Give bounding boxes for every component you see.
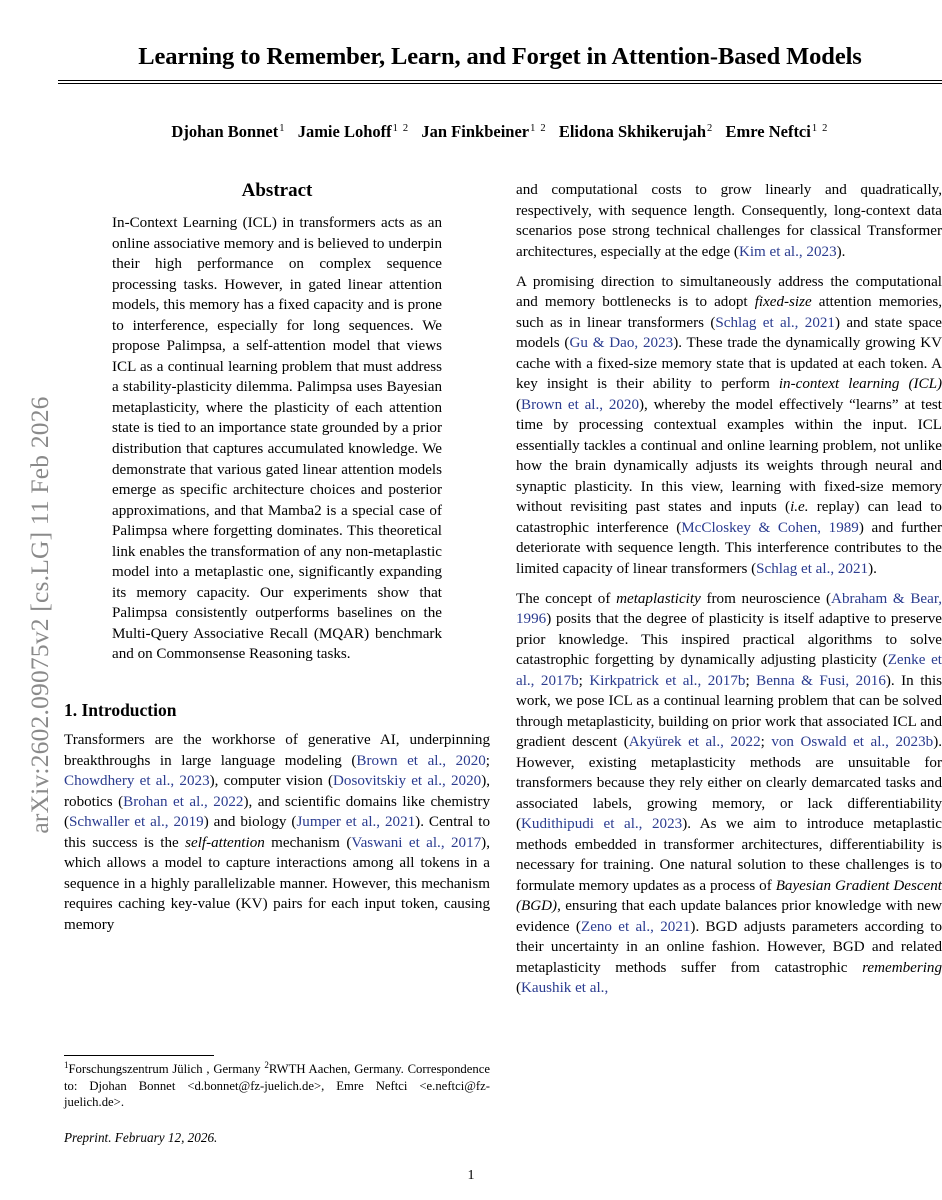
citation-link[interactable]: Kudithipudi et al., 2023 [521, 816, 683, 832]
body-text: ), which allows a model to capture interactions among all tokens in a sequence in a highly parallelizable manner. However, this mechanism requires caching key-value (KV) pairs for each input token, causing memory [64, 834, 490, 933]
body-text: ; [578, 672, 590, 689]
author-entry [298, 122, 410, 141]
body-text: ). [868, 560, 877, 577]
citation-link[interactable]: Zenke et al., 2017b [516, 652, 942, 689]
citation-link[interactable]: Akyürek et al., 2022 [628, 734, 761, 750]
author-entry [725, 122, 828, 141]
citation-link[interactable]: Dosovitskiy et al., 2020 [333, 773, 482, 790]
body-text: and computational costs to grow linearly and quadratically, respectively, with sequence length. Consequently, long-context data scenarios pose strong technical challenges for classical Transformer architectures, especially at the edge ( [516, 182, 942, 260]
arxiv-stamp-text: arXiv:2602.09075v2 [cs.LG] 11 Feb 2026 [25, 396, 54, 834]
citation-link[interactable]: von Oswald et al., 2023b [771, 734, 934, 750]
body-text: Transformers are the workhorse of generative AI, underpinning breakthroughs in large language modeling ( [64, 732, 490, 769]
body-text: , ensuring that each update balances prior knowledge with new evidence ( [516, 898, 942, 935]
emphasis-text: i.e. [790, 499, 809, 515]
citation-link[interactable]: Schwaller et al., 2019 [69, 814, 204, 831]
body-text: A promising direction to simultaneously address the computational and memory bottlenecks is to adopt [516, 273, 942, 310]
page-number: 1 [467, 1168, 475, 1183]
body-text: ( [516, 396, 522, 413]
body-text: ). [836, 243, 846, 260]
abstract-body [112, 213, 442, 665]
body-text: ) and biology ( [203, 814, 297, 831]
body-text: ), whereby the model effectively “learns” at test time by processing contextual examples within the input. ICL essentially tackles a continual and online learning problem, not unlike how the brain dynamically adjusts its weights through neural and synaptic plasticity. In this view, learning with fixed-size memory without revisiting past states and inputs ( [516, 396, 942, 515]
emphasis-text: self-attention [185, 834, 265, 851]
author-name: Jan Finkbeiner [421, 122, 530, 141]
citation-link[interactable]: Kaushik et al., [521, 980, 609, 996]
affiliation-marker: 1 [64, 1059, 69, 1070]
body-text: ( [516, 980, 522, 996]
emphasis-text: Bayesian Gradient Descent (BGD) [516, 877, 942, 914]
page-title: Learning to Remember, Learn, and Forget in Attention-Based Models [138, 43, 862, 71]
affiliation-marker: 1 2 [530, 122, 547, 134]
emphasis-text: fixed-size [754, 294, 812, 310]
body-text: ). BGD adjusts parameters according to their uncertainty in an online fashion. However, BGD and related metaplasticity methods suffer from catastrophic [516, 918, 942, 976]
body-text: ). These trade the dynamically growing KV cache with a fixed-size memory state that is updated at each token. A key insight is their ability to perform [516, 335, 942, 392]
body-text: attention memories, such as in linear transformers ( [516, 294, 942, 331]
body-text: ), computer vision ( [209, 773, 334, 790]
emphasis-text: remembering [862, 959, 942, 976]
emphasis-text: in-context learning (ICL) [778, 376, 942, 392]
column-spacer [64, 665, 490, 699]
affiliation-marker: 1 2 [811, 122, 829, 134]
body-text: ). However, existing metaplasticity methods are unsuitable for transformers because they rely either on clearly demarcated tasks and associated labels, growing memory, or lack differentiability ( [516, 734, 942, 832]
affiliation-marker: 1 2 [392, 122, 410, 134]
citation-link[interactable]: Abraham & Bear, 1996 [516, 590, 942, 627]
intro-paragraph-1 [64, 730, 490, 935]
author-entry [421, 122, 546, 141]
body-text: ; [760, 734, 772, 750]
citation-link[interactable]: McCloskey & Cohen, 1989 [681, 519, 859, 536]
citation-link[interactable]: Brown et al., 2020 [356, 752, 486, 769]
left-column [64, 180, 490, 935]
body-text: ). In this work, we pose ICL as a continual learning problem that can be solved through metaplasticity, building on prior work that associated ICL and gradient descent ( [516, 672, 942, 750]
body-text: ; [485, 752, 490, 769]
author-name: Djohan Bonnet [171, 122, 279, 141]
title-divider [58, 80, 942, 84]
citation-link[interactable]: Kirkpatrick et al., 2017b [589, 672, 746, 689]
affiliation-marker: 2 [264, 1059, 269, 1070]
citation-link[interactable]: Benna & Fusi, 2016 [756, 672, 886, 689]
body-text: ), and scientific domains like chemistry ( [64, 793, 490, 831]
right-column [516, 180, 942, 999]
body-text: ). As we aim to introduce metaplastic methods embedded in transformer architectures, differentiability is necessary for training. One natural solution to these challenges is to formulate memory updates as a process of [516, 816, 942, 894]
author-name: Elidona Skhikerujah [558, 122, 707, 141]
affiliation-marker: 1 [279, 122, 286, 134]
abstract-heading: Abstract [241, 180, 313, 201]
affiliation-marker: 2 [707, 122, 714, 134]
body-text: ) and state space models ( [516, 314, 942, 351]
citation-link[interactable]: Brohan et al., 2022 [123, 793, 244, 810]
body-text: The concept of [516, 590, 617, 607]
body-text: Forschungszentrum Jülich , Germany [68, 1062, 265, 1076]
body-text: replay) can lead to catastrophic interference ( [516, 499, 942, 536]
footnote-block [64, 1055, 490, 1146]
abstract-paragraph: In-Context Learning (ICL) in transformers acts as an online associative memory and is believed to underpin their high performance on complex sequence processing tasks. However, in gated linear attention models, this memory has a fixed capacity and is prone to interference, especially for long sequences. We propose Palimpsa, a self-attention model that views ICL as a continual learning problem that must address a stability-plasticity dilemma. Palimpsa uses Bayesian metaplasticity, where the plasticity of each attention state is tied to an importance state grounded by a prior distribution that captures accumulated knowledge. We demonstrate that various gated linear attention models emerge as specific architecture choices and posterior approximations, and that Mamba2 is a special case of Palimpsa where forgetting dominates. This theoretical link enables the transformation of any non-metaplastic model into a metaplastic one, significantly expanding its memory capacity. Our experiments show that Palimpsa consistently outperforms baselines on the Multi-Query Associative Recall (MQAR) benchmark and on Commonsense Reasoning tasks. [112, 215, 442, 663]
footnote-divider [64, 1055, 214, 1056]
footnote-text [64, 1061, 490, 1111]
right-paragraph-3 [516, 589, 942, 999]
body-text: ; [745, 672, 757, 689]
body-text: ) and further deteriorate with sequence length. This interference contributes to the limited capacity of linear transformers ( [516, 519, 942, 577]
author-entry [559, 122, 714, 141]
citation-link[interactable]: Brown et al., 2020 [521, 396, 640, 413]
author-name: Jamie Lohoff [297, 122, 392, 141]
section-heading-introduction: 1. Introduction [64, 700, 177, 721]
citation-link[interactable]: Zeno et al., 2021 [580, 918, 691, 935]
right-paragraph-1 [516, 180, 942, 262]
body-text: RWTH Aachen, Germany. Correspondence to: Djohan Bonnet <d.bonnet@fz-juelich.de>, Emre Neftci <e.neftci@fz-juelich.de>. [64, 1062, 491, 1110]
citation-link[interactable]: Schlag et al., 2021 [756, 560, 869, 577]
author-list [58, 122, 942, 142]
body-text: from neuroscience ( [700, 590, 832, 607]
citation-link[interactable]: Kim et al., 2023 [738, 243, 837, 260]
citation-link[interactable]: Vaswani et al., 2017 [351, 834, 482, 851]
citation-link[interactable]: Gu & Dao, 2023 [569, 335, 674, 351]
citation-link[interactable]: Schlag et al., 2021 [715, 314, 835, 331]
author-entry [171, 122, 285, 141]
citation-link[interactable]: Jumper et al., 2021 [296, 814, 416, 831]
author-name: Emre Neftci [725, 122, 811, 141]
body-text: mechanism ( [264, 834, 352, 851]
body-text: ), robotics ( [64, 773, 490, 810]
body-text: ). Central to this success is the [64, 814, 490, 851]
right-paragraph-2 [516, 272, 942, 580]
body-text: ) posits that the degree of plasticity is itself adaptive to preserve prior knowledge. This inspired practical algorithms to solve catastrophic forgetting by dynamically adjusting plasticity ( [516, 611, 942, 668]
preprint-notice: Preprint. February 12, 2026. [64, 1129, 218, 1145]
citation-link[interactable]: Chowdhery et al., 2023 [64, 773, 210, 790]
emphasis-text: metaplasticity [616, 590, 701, 607]
